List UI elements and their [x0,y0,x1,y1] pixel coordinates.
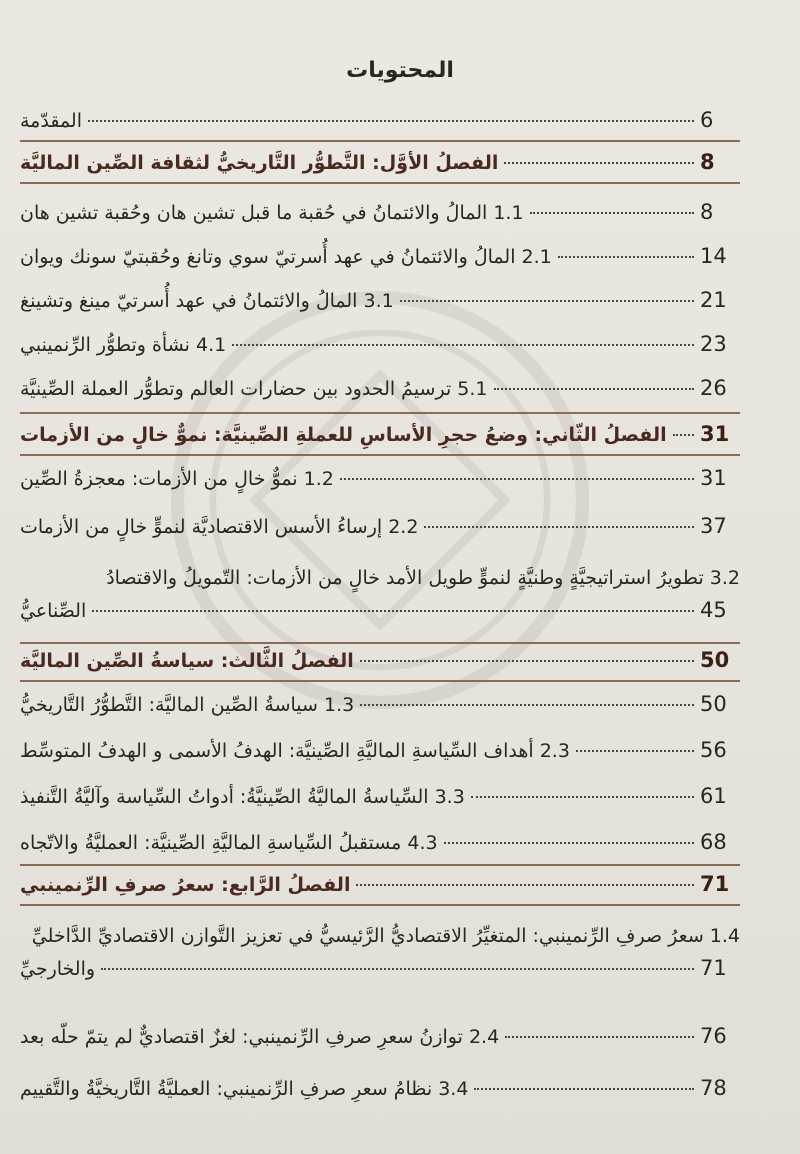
entry-label: 2.1 المالُ والائتمانُ في عهد أُسرتيّ سوي وتانغ وحُقبتيّ سونك ويوان [20,246,552,268]
page-number: 56 [700,738,727,762]
page-number: 21 [700,288,727,312]
entry-line2 [20,956,740,980]
page-number: 23 [700,332,727,356]
toc-chapter-1[interactable] [20,150,740,174]
divider [20,182,740,184]
entry-label: 4.1 نشأة وتطوُّر الرِّنمينبي [20,334,227,356]
toc-entry[interactable] [20,288,740,312]
leader-dots [576,750,694,752]
leader-dots [494,388,694,390]
entry-label: 2.4 توازنُ سعرِ صرفِ الرِّنمينبي: لغزٌ اقتصاديٌّ لم يتمّ حلّه بعد [20,1026,500,1048]
page-number: 31 [700,422,730,446]
leader-dots [474,1088,694,1090]
chapter-label: الفصلُ الثّاني: وضعُ حجرِ الأساسِ للعملةِ الصِّينيَّة: نموٌّ خالٍ من الأزمات [20,424,667,446]
page-number: 78 [700,1076,727,1100]
page-number: 61 [700,784,727,808]
divider [20,412,740,414]
page-number: 26 [700,376,727,400]
page-number: 31 [700,466,727,490]
toc-entry-wrapped[interactable] [20,558,740,622]
leader-dots [360,660,694,662]
entry-label: المقدّمة [20,110,83,132]
leader-dots [92,610,694,612]
entry-line2 [20,598,740,622]
toc-chapter-4[interactable] [20,872,740,896]
chapter-label: الفصلُ الأوَّل: التَّطوُّر التَّاريخيُّ لثقافة الصِّين الماليَّة [20,152,499,174]
entry-label: 1.3 سياسةُ الصِّين الماليَّة: التَّطوُّرُ التَّاريخيُّ [20,694,355,716]
toc-entry[interactable] [20,1024,740,1048]
toc-entry[interactable] [20,830,740,854]
divider [20,680,740,682]
leader-dots [400,300,694,302]
leader-dots [424,526,694,528]
leader-dots [471,796,694,798]
entry-label-line2: الصِّناعيُّ [20,600,87,622]
entry-label-line2: والخارجيِّ [20,958,96,980]
leader-dots [504,162,694,164]
toc-entry[interactable] [20,784,740,808]
page-number: 8 [700,200,714,224]
page-number: 37 [700,514,727,538]
toc-entry[interactable] [20,738,740,762]
entry-label: 1.1 المالُ والائتمانُ في حُقبة ما قبل تشين هان وحُقبة تشين هان [20,202,524,224]
toc-entry[interactable] [20,244,740,268]
toc-entry[interactable] [20,692,740,716]
page-number: 68 [700,830,727,854]
page-number: 50 [700,692,727,716]
toc-entry-wrapped[interactable] [20,916,740,980]
entry-label-line1: 3.2 تطويرُ استراتيجيَّةٍ وطنيَّةٍ لنموٍّ طويل الأمد خالٍ من الأزمات: التّمويلُ والاقتصادُ [106,567,740,589]
leader-dots [88,120,694,122]
divider [20,454,740,456]
toc-entry[interactable] [20,200,740,224]
page-number: 71 [700,872,730,896]
entry-label: 2.2 إرساءُ الأسس الاقتصاديَّة لنموٍّ خالٍ من الأزمات [20,516,419,538]
page-number: 14 [700,244,727,268]
chapter-label: الفصلُ الثَّالث: سياسةُ الصِّين الماليَّة [20,650,354,672]
leader-dots [101,968,694,970]
chapter-label: الفصلُ الرَّابع: سعرُ صرفِ الرِّنمينبي [20,874,351,896]
entry-label: 4.3 مستقبلُ السِّياسةِ الماليَّةِ الصِّينيَّة: العمليَّةُ والاتّجاه [20,832,438,854]
leader-dots [232,344,694,346]
leader-dots [444,842,694,844]
entry-label: 3.1 المالُ والائتمانُ في عهد أُسرتيّ مينغ وتشينغ [20,290,394,312]
page-title: المحتويات [346,58,454,83]
entry-label: 1.2 نموٌّ خالٍ من الأزمات: معجزةُ الصِّين [20,468,334,490]
toc-entry[interactable] [20,376,740,400]
entry-label: 3.3 السِّياسةُ الماليَّةُ الصِّينيَّةُ: أدواتُ السِّياسة وآليَّةُ التَّنفيذ [20,786,465,808]
leader-dots [505,1036,694,1038]
page-number: 6 [700,108,714,132]
leader-dots [360,704,694,706]
page-number: 50 [700,648,730,672]
page-number: 71 [700,956,727,980]
toc-entry[interactable] [20,466,740,490]
toc-entry[interactable] [20,1076,740,1100]
divider [20,904,740,906]
page-number: 45 [700,598,727,622]
divider [20,140,740,142]
toc-chapter-2[interactable] [20,422,740,446]
entry-label-line1: 1.4 سعرُ صرفِ الرِّنمينبي: المتغيِّرُ الاقتصاديُّ الرَّئيسيُّ في تعزيز التَّوازن الاقتصاديِّ الدَّاخليِّ [31,925,740,947]
entry-label: 2.3 أهداف السِّياسةِ الماليَّةِ الصِّينيَّة: الهدفُ الأسمى و الهدفُ المتوسِّط [20,740,570,762]
toc-entry[interactable] [20,514,740,538]
leader-dots [356,884,694,886]
entry-label: 5.1 ترسيمُ الحدود بين حضارات العالم وتطوُّر العملة الصِّينيَّة [20,378,488,400]
leader-dots [673,434,694,436]
entry-label: 3.4 نظامُ سعرِ صرفِ الرِّنمينبي: العمليَّةُ التَّاريخيَّةُ والتَّقييم [20,1078,469,1100]
toc-chapter-3[interactable] [20,648,740,672]
leader-dots [340,478,694,480]
toc-entry-intro[interactable] [20,108,740,132]
page-number: 8 [700,150,715,174]
leader-dots [530,212,694,214]
toc-entry[interactable] [20,332,740,356]
leader-dots [558,256,694,258]
divider [20,864,740,866]
page-number: 76 [700,1024,727,1048]
divider [20,642,740,644]
